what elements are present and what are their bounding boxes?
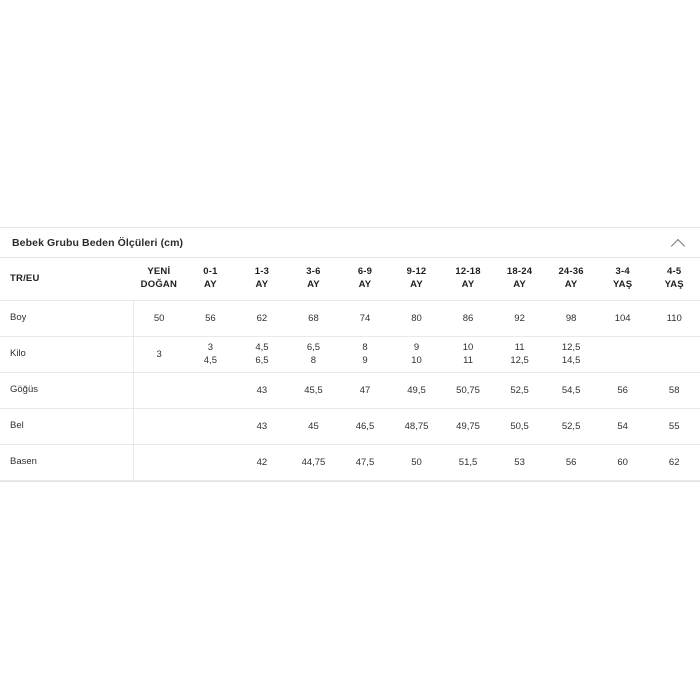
column-header <box>339 258 391 301</box>
table-cell <box>494 301 546 337</box>
column-header-line2: YAŞ <box>664 279 684 290</box>
cell-value: 9 <box>413 342 420 354</box>
table-cell <box>185 373 237 409</box>
table-cell <box>597 337 649 373</box>
column-header <box>391 258 443 301</box>
table-cell <box>597 373 649 409</box>
cell-value: 74 <box>359 312 371 324</box>
cell-value: 50 <box>411 456 422 468</box>
table-cell <box>442 373 494 409</box>
cell-value: 86 <box>462 312 474 324</box>
row-label: Göğüs <box>0 373 133 409</box>
cell-value: 56 <box>565 456 577 468</box>
table-cell <box>545 373 597 409</box>
table-cell <box>494 445 546 481</box>
table-cell <box>288 445 340 481</box>
cell-value: 3 <box>207 342 214 354</box>
cell-value: 43 <box>256 384 268 396</box>
size-chart-table <box>0 258 700 481</box>
cell-value: 50,5 <box>510 420 529 432</box>
table-cell <box>133 445 185 481</box>
cell-value: 53 <box>514 456 525 468</box>
cell-value: 92 <box>514 312 525 324</box>
page-title: Bebek Grubu Beden Ölçüleri (cm) <box>12 236 184 249</box>
table-cell <box>494 409 546 445</box>
table-cell <box>648 373 700 409</box>
row-label: Kilo <box>0 337 133 373</box>
cell-value: 62 <box>668 456 680 468</box>
size-chart-header[interactable] <box>0 228 700 258</box>
column-header-line2: YAŞ <box>613 279 633 290</box>
table-cell <box>236 445 288 481</box>
table-row <box>0 301 700 337</box>
column-header-line1: 4-5 <box>667 266 682 278</box>
table-cell <box>597 445 649 481</box>
cell-value: 52,5 <box>510 384 529 396</box>
table-cell <box>648 409 700 445</box>
table-cell <box>545 301 597 337</box>
cell-value: 50,75 <box>456 384 480 396</box>
cell-value: 11 <box>514 342 525 354</box>
table-cell <box>236 409 288 445</box>
table-cell <box>339 301 391 337</box>
table-cell <box>288 301 340 337</box>
cell-value: 8 <box>362 342 368 354</box>
column-header-line2: AY <box>204 279 217 290</box>
table-cell <box>597 409 649 445</box>
column-header-line1: 18-24 <box>506 266 533 278</box>
table-cell <box>648 337 700 373</box>
column-header-line2: AY <box>564 279 578 290</box>
table-cell <box>648 301 700 337</box>
table-row <box>0 337 700 373</box>
table-cell <box>236 373 288 409</box>
cell-value: 49,5 <box>407 384 426 396</box>
cell-value: 49,75 <box>456 420 480 432</box>
column-header <box>288 258 340 301</box>
table-cell <box>339 409 391 445</box>
table-corner-label: TR/EU <box>0 258 133 301</box>
column-header-line2: AY <box>513 279 526 290</box>
table-cell <box>288 373 340 409</box>
column-header <box>236 258 288 301</box>
table-cell <box>339 337 391 373</box>
table-cell <box>597 301 649 337</box>
chevron-up-icon[interactable] <box>672 236 686 250</box>
table-cell <box>442 445 494 481</box>
cell-value: 6,5 <box>306 342 321 354</box>
table-header-row <box>0 258 700 301</box>
table-body <box>0 301 700 481</box>
cell-value-second: 6,5 <box>255 354 269 366</box>
cell-value: 80 <box>411 312 422 324</box>
cell-value: 58 <box>668 384 680 396</box>
cell-value: 110 <box>666 312 682 324</box>
table-cell <box>133 301 185 337</box>
cell-value: 42 <box>256 456 268 468</box>
table-row <box>0 445 700 481</box>
table-cell <box>133 373 185 409</box>
table-cell <box>391 373 443 409</box>
column-header-line1: 9-12 <box>406 266 427 278</box>
table-cell <box>442 337 494 373</box>
cell-value-second: 4,5 <box>203 354 217 366</box>
table-cell <box>288 409 340 445</box>
table-cell <box>442 409 494 445</box>
column-header-line1: 3-4 <box>615 266 630 278</box>
cell-value-second: 8 <box>310 354 317 366</box>
table-cell <box>648 445 700 481</box>
size-chart-panel <box>0 227 700 482</box>
table-row <box>0 409 700 445</box>
column-header-line1: 3-6 <box>306 266 321 278</box>
table-cell <box>339 445 391 481</box>
column-header <box>442 258 494 301</box>
column-header-line1: 0-1 <box>203 266 218 278</box>
column-header-line1: 1-3 <box>254 266 270 278</box>
cell-value: 10 <box>462 342 474 354</box>
table-cell <box>391 337 443 373</box>
column-header-line1: 6-9 <box>357 266 373 278</box>
table-cell <box>391 409 443 445</box>
cell-value: 52,5 <box>561 420 581 432</box>
column-header <box>185 258 237 301</box>
cell-value: 104 <box>614 312 631 324</box>
cell-value: 48,75 <box>404 420 429 432</box>
row-label: Basen <box>0 445 133 481</box>
column-header-line1: YENİ <box>147 266 171 278</box>
cell-value: 50 <box>153 312 165 324</box>
column-header-line2: AY <box>461 279 475 290</box>
table-head <box>0 258 700 301</box>
row-label: Bel <box>0 409 133 445</box>
column-header-line1: 24-36 <box>558 266 584 278</box>
cell-value-second: 14,5 <box>561 354 581 366</box>
table-cell <box>545 445 597 481</box>
table-cell <box>339 373 391 409</box>
table-cell <box>185 337 237 373</box>
table-cell <box>185 409 237 445</box>
column-header-line2: DOĞAN <box>140 279 178 290</box>
column-header-line1: 12-18 <box>455 266 481 278</box>
table-cell <box>185 301 237 337</box>
cell-value: 98 <box>565 312 577 324</box>
table-cell <box>288 337 340 373</box>
cell-value: 3 <box>156 348 162 360</box>
cell-value: 56 <box>617 384 628 396</box>
column-header <box>133 258 185 301</box>
cell-value: 68 <box>308 312 319 324</box>
cell-value: 62 <box>256 312 268 324</box>
cell-value: 4,5 <box>255 342 269 354</box>
table-cell <box>133 337 185 373</box>
cell-value: 51,5 <box>458 456 478 468</box>
cell-value-second: 9 <box>362 354 368 366</box>
cell-value: 47,5 <box>355 456 375 468</box>
cell-value: 60 <box>617 456 628 468</box>
column-header <box>545 258 597 301</box>
column-header <box>494 258 546 301</box>
cell-value: 47 <box>359 384 371 396</box>
table-cell <box>391 301 443 337</box>
cell-value: 56 <box>205 312 216 324</box>
table-cell <box>391 445 443 481</box>
cell-value-second: 10 <box>411 354 422 366</box>
table-cell <box>236 337 288 373</box>
cell-value: 44,75 <box>301 456 326 468</box>
column-header-line2: AY <box>255 279 269 290</box>
column-header-line2: AY <box>358 279 372 290</box>
column-header-line2: AY <box>307 279 320 290</box>
cell-value: 45,5 <box>304 384 323 396</box>
column-header <box>648 258 700 301</box>
table-cell <box>133 409 185 445</box>
table-cell <box>545 409 597 445</box>
cell-value-second: 12,5 <box>510 354 529 366</box>
cell-value: 12,5 <box>561 342 581 354</box>
table-cell <box>236 301 288 337</box>
table-cell <box>545 337 597 373</box>
cell-value: 46,5 <box>355 420 375 432</box>
cell-value: 45 <box>308 420 319 432</box>
table-cell <box>494 373 546 409</box>
column-header <box>597 258 649 301</box>
table-cell <box>494 337 546 373</box>
table-cell <box>185 445 237 481</box>
row-label: Boy <box>0 301 133 337</box>
column-header-line2: AY <box>410 279 423 290</box>
table-row <box>0 373 700 409</box>
cell-value: 43 <box>256 420 268 432</box>
cell-value-second: 11 <box>463 354 473 366</box>
table-cell <box>442 301 494 337</box>
cell-value: 54,5 <box>561 384 581 396</box>
cell-value: 55 <box>668 420 680 432</box>
cell-value: 54 <box>617 420 628 432</box>
